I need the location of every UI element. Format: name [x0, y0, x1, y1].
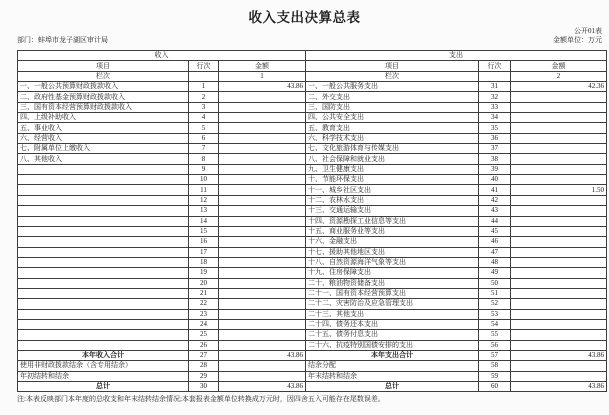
income-item-cell: 三、国有资本经营预算财政拨款收入: [18, 102, 189, 112]
expense-item-cell: 总计: [306, 382, 479, 392]
income-item-cell: [18, 257, 189, 267]
income-item-cell: [18, 330, 189, 340]
expense-index-number: 2: [511, 71, 607, 81]
table-row: [18, 195, 607, 205]
expense-amount-cell: [511, 216, 607, 226]
income-item-cell: 八、其他收入: [18, 154, 189, 164]
expense-item-cell: 二十二、灾害防治及应急管理支出: [306, 299, 479, 309]
expense-item-cell: 十、节能环保支出: [306, 175, 479, 185]
expense-item-cell: 十六、金融支出: [306, 237, 479, 247]
income-amount-cell: [219, 102, 306, 112]
table-code: 公开01表: [574, 27, 602, 35]
income-line-cell: 6: [189, 133, 219, 143]
expense-amount-cell: [511, 268, 607, 278]
table-row: [18, 164, 607, 174]
column-header-row: [18, 61, 607, 71]
income-item-cell: 年初结转和结余: [18, 371, 189, 381]
income-col-line: 行次: [189, 61, 219, 71]
expense-item-cell: 本年支出合计: [306, 350, 479, 360]
table-row: [18, 154, 607, 164]
income-amount-cell: [219, 113, 306, 123]
expense-amount-cell: [511, 278, 607, 288]
meta-row: [17, 36, 602, 45]
income-col-item: 项目: [18, 61, 189, 71]
table-row: [18, 330, 607, 340]
expense-amount-cell: [511, 226, 607, 236]
income-item-cell: 六、经营收入: [18, 133, 189, 143]
income-amount-cell: [219, 206, 306, 216]
expense-item-cell: 十四、资源勘探工业信息等支出: [306, 216, 479, 226]
expense-line-cell: 43: [479, 206, 511, 216]
income-amount-cell: [219, 226, 306, 236]
income-line-cell: 9: [189, 164, 219, 174]
table-row: [18, 102, 607, 112]
income-line-cell: 19: [189, 268, 219, 278]
income-item-cell: 五、事业收入: [18, 123, 189, 133]
expense-item-cell: 二、外交支出: [306, 92, 479, 102]
expense-line-cell: 44: [479, 216, 511, 226]
expense-item-cell: 十九、住房保障支出: [306, 268, 479, 278]
income-amount-cell: [219, 299, 306, 309]
expense-line-cell: 37: [479, 144, 511, 154]
income-line-cell: 22: [189, 299, 219, 309]
expense-line-cell: 56: [479, 340, 511, 350]
income-line-cell: 1: [189, 82, 219, 92]
income-amount-cell: [219, 185, 306, 195]
expense-item-cell: 结余分配: [306, 361, 479, 371]
income-item-cell: 总计: [18, 382, 189, 392]
expense-line-cell: 40: [479, 175, 511, 185]
expense-amount-cell: [511, 309, 607, 319]
expense-line-cell: 39: [479, 164, 511, 174]
expense-amount-cell: [511, 164, 607, 174]
income-amount-cell: [219, 361, 306, 371]
expense-line-cell: 52: [479, 299, 511, 309]
expense-section-header: 支出: [306, 51, 607, 61]
page-title: 收入支出决算总表: [248, 10, 361, 25]
expense-item-cell: 一、一般公共服务支出: [306, 82, 479, 92]
expense-amount-cell: 43.86: [511, 350, 607, 360]
income-line-cell: 3: [189, 102, 219, 112]
income-amount-cell: [219, 371, 306, 381]
expense-amount-cell: [511, 299, 607, 309]
income-amount-cell: [219, 123, 306, 133]
expense-index-blank: [479, 71, 511, 81]
table-row: [18, 92, 607, 102]
income-amount-cell: [219, 144, 306, 154]
income-item-cell: 使用非财政拨款结余（含专用结余）: [18, 361, 189, 371]
expense-line-cell: 32: [479, 92, 511, 102]
expense-amount-cell: [511, 133, 607, 143]
income-item-cell: [18, 309, 189, 319]
expense-amount-cell: [511, 195, 607, 205]
income-line-cell: 7: [189, 144, 219, 154]
expense-line-cell: 47: [479, 247, 511, 257]
income-amount-cell: [219, 278, 306, 288]
expense-col-item: 项目: [306, 61, 479, 71]
income-line-cell: 10: [189, 175, 219, 185]
expense-line-cell: 51: [479, 288, 511, 298]
expense-amount-cell: [511, 257, 607, 267]
expense-amount-cell: 43.86: [511, 382, 607, 392]
income-amount-cell: 43.86: [219, 82, 306, 92]
expense-item-cell: 二十、粮油物资储备支出: [306, 278, 479, 288]
income-item-cell: [18, 216, 189, 226]
expense-item-cell: 六、科学技术支出: [306, 133, 479, 143]
income-amount-cell: [219, 133, 306, 143]
expense-item-cell: 四、公共安全支出: [306, 113, 479, 123]
table-row: [18, 144, 607, 154]
expense-item-cell: 十七、援助其他地区支出: [306, 247, 479, 257]
expense-index-label: 栏次: [306, 71, 479, 81]
income-item-cell: [18, 299, 189, 309]
expense-line-cell: 49: [479, 268, 511, 278]
income-line-cell: 2: [189, 92, 219, 102]
income-line-cell: 8: [189, 154, 219, 164]
table-row: [18, 226, 607, 236]
department-label: 部门：蚌埠市龙子湖区审计局: [17, 36, 108, 44]
income-amount-cell: 43.86: [219, 350, 306, 360]
income-item-cell: 七、附属单位上缴收入: [18, 144, 189, 154]
table-row: [18, 237, 607, 247]
expense-line-cell: 46: [479, 237, 511, 247]
income-amount-cell: [219, 319, 306, 329]
table-row: [18, 350, 607, 360]
income-item-cell: [18, 288, 189, 298]
table-row: [18, 247, 607, 257]
expense-line-cell: 55: [479, 330, 511, 340]
income-line-cell: 30: [189, 382, 219, 392]
expense-item-cell: 二十三、其他支出: [306, 309, 479, 319]
income-item-cell: 二、政府性基金预算财政拨款收入: [18, 92, 189, 102]
expense-item-cell: 二十六、抗疫特别国债安排的支出: [306, 340, 479, 350]
income-line-cell: 21: [189, 288, 219, 298]
expense-line-cell: 58: [479, 361, 511, 371]
expense-col-amount: 金额: [511, 61, 607, 71]
income-amount-cell: [219, 268, 306, 278]
expense-line-cell: 53: [479, 309, 511, 319]
income-line-cell: 12: [189, 195, 219, 205]
footnote: 注:本表反映部门本年度的总收支和年末结转结余情况;本套报表金额单位转换成万元时，因四舍五入可能存在尾数误差。: [17, 395, 385, 404]
income-index-blank: [189, 71, 219, 81]
income-line-cell: 23: [189, 309, 219, 319]
table-row: [18, 361, 607, 371]
expense-item-cell: 年末结转和结余: [306, 371, 479, 381]
index-row: [18, 71, 607, 81]
income-line-cell: 28: [189, 361, 219, 371]
income-line-cell: 26: [189, 340, 219, 350]
income-item-cell: [18, 268, 189, 278]
income-line-cell: 24: [189, 319, 219, 329]
income-index-label: 栏次: [18, 71, 189, 81]
income-line-cell: 25: [189, 330, 219, 340]
expense-line-cell: 60: [479, 382, 511, 392]
expense-amount-cell: [511, 144, 607, 154]
expense-amount-cell: [511, 340, 607, 350]
table-row: [18, 123, 607, 133]
expense-item-cell: 十二、农林水支出: [306, 195, 479, 205]
table-row: [18, 175, 607, 185]
expense-amount-cell: 1.50: [511, 185, 607, 195]
expense-amount-cell: [511, 237, 607, 247]
income-amount-cell: [219, 237, 306, 247]
budget-summary-table: [17, 50, 607, 392]
income-line-cell: 13: [189, 206, 219, 216]
income-item-cell: 本年收入合计: [18, 350, 189, 360]
expense-item-cell: 二十一、国有资本经营预算支出: [306, 288, 479, 298]
income-item-cell: [18, 195, 189, 205]
expense-amount-cell: [511, 175, 607, 185]
income-amount-cell: [219, 92, 306, 102]
expense-amount-cell: [511, 330, 607, 340]
income-section-header: 收入: [18, 51, 306, 61]
expense-line-cell: 36: [479, 133, 511, 143]
income-item-cell: [18, 185, 189, 195]
expense-amount-cell: [511, 154, 607, 164]
income-line-cell: 5: [189, 123, 219, 133]
table-row: [18, 319, 607, 329]
expense-amount-cell: [511, 123, 607, 133]
income-item-cell: [18, 319, 189, 329]
expense-line-cell: 57: [479, 350, 511, 360]
income-amount-cell: [219, 154, 306, 164]
expense-item-cell: 八、社会保障和就业支出: [306, 154, 479, 164]
expense-item-cell: 五、教育支出: [306, 123, 479, 133]
income-item-cell: [18, 340, 189, 350]
table-row: [18, 206, 607, 216]
expense-line-cell: 35: [479, 123, 511, 133]
expense-amount-cell: [511, 113, 607, 123]
expense-line-cell: 42: [479, 195, 511, 205]
income-amount-cell: [219, 247, 306, 257]
expense-item-cell: 三、国防支出: [306, 102, 479, 112]
income-item-cell: [18, 206, 189, 216]
income-amount-cell: [219, 288, 306, 298]
table-row: [18, 288, 607, 298]
income-line-cell: 16: [189, 237, 219, 247]
table-row: [18, 133, 607, 143]
expense-item-cell: 十三、交通运输支出: [306, 206, 479, 216]
expense-item-cell: 九、卫生健康支出: [306, 164, 479, 174]
expense-line-cell: 31: [479, 82, 511, 92]
expense-line-cell: 54: [479, 319, 511, 329]
expense-amount-cell: [511, 247, 607, 257]
unit-label: 金额单位：万元: [553, 36, 602, 44]
table-row: [18, 185, 607, 195]
expense-line-cell: 45: [479, 226, 511, 236]
income-item-cell: [18, 226, 189, 236]
expense-line-cell: 38: [479, 154, 511, 164]
expense-amount-cell: [511, 371, 607, 381]
income-amount-cell: [219, 195, 306, 205]
income-amount-cell: [219, 175, 306, 185]
expense-line-cell: 59: [479, 371, 511, 381]
income-index-number: 1: [219, 71, 306, 81]
table-row: [18, 299, 607, 309]
expense-item-cell: 二十五、债务付息支出: [306, 330, 479, 340]
expense-amount-cell: 42.36: [511, 82, 607, 92]
income-amount-cell: [219, 257, 306, 267]
expense-col-line: 行次: [479, 61, 511, 71]
table-body: [18, 82, 607, 392]
income-line-cell: 14: [189, 216, 219, 226]
income-line-cell: 18: [189, 257, 219, 267]
income-line-cell: 4: [189, 113, 219, 123]
income-item-cell: [18, 164, 189, 174]
expense-amount-cell: [511, 361, 607, 371]
table-row: [18, 309, 607, 319]
income-line-cell: 15: [189, 226, 219, 236]
expense-item-cell: 二十四、债务还本支出: [306, 319, 479, 329]
table-row: [18, 278, 607, 288]
table-row: [18, 113, 607, 123]
expense-amount-cell: [511, 319, 607, 329]
expense-item-cell: 七、文化旅游体育与传媒支出: [306, 144, 479, 154]
expense-amount-cell: [511, 102, 607, 112]
income-item-cell: [18, 237, 189, 247]
income-line-cell: 11: [189, 185, 219, 195]
table-row: [18, 340, 607, 350]
table-row: [18, 382, 607, 392]
section-header-row: [18, 51, 607, 61]
income-line-cell: 27: [189, 350, 219, 360]
table-row: [18, 268, 607, 278]
expense-item-cell: 十八、自然资源海洋气象等支出: [306, 257, 479, 267]
expense-line-cell: 41: [479, 185, 511, 195]
income-amount-cell: [219, 164, 306, 174]
table-row: [18, 216, 607, 226]
income-amount-cell: [219, 330, 306, 340]
expense-amount-cell: [511, 206, 607, 216]
income-item-cell: 一、一般公共预算财政拨款收入: [18, 82, 189, 92]
income-amount-cell: 43.86: [219, 382, 306, 392]
income-item-cell: [18, 247, 189, 257]
expense-item-cell: 十五、商业服务业等支出: [306, 226, 479, 236]
table-row: [18, 82, 607, 92]
expense-line-cell: 48: [479, 257, 511, 267]
income-col-amount: 金额: [219, 61, 306, 71]
expense-line-cell: 50: [479, 278, 511, 288]
income-amount-cell: [219, 309, 306, 319]
income-item-cell: [18, 175, 189, 185]
income-item-cell: [18, 278, 189, 288]
expense-amount-cell: [511, 92, 607, 102]
expense-item-cell: 十一、城乡社区支出: [306, 185, 479, 195]
table-row: [18, 257, 607, 267]
expense-line-cell: 34: [479, 113, 511, 123]
income-line-cell: 17: [189, 247, 219, 257]
income-amount-cell: [219, 216, 306, 226]
table-row: [18, 371, 607, 381]
income-item-cell: 四、上级补助收入: [18, 113, 189, 123]
income-line-cell: 29: [189, 371, 219, 381]
expense-line-cell: 33: [479, 102, 511, 112]
income-line-cell: 20: [189, 278, 219, 288]
expense-amount-cell: [511, 288, 607, 298]
income-amount-cell: [219, 340, 306, 350]
